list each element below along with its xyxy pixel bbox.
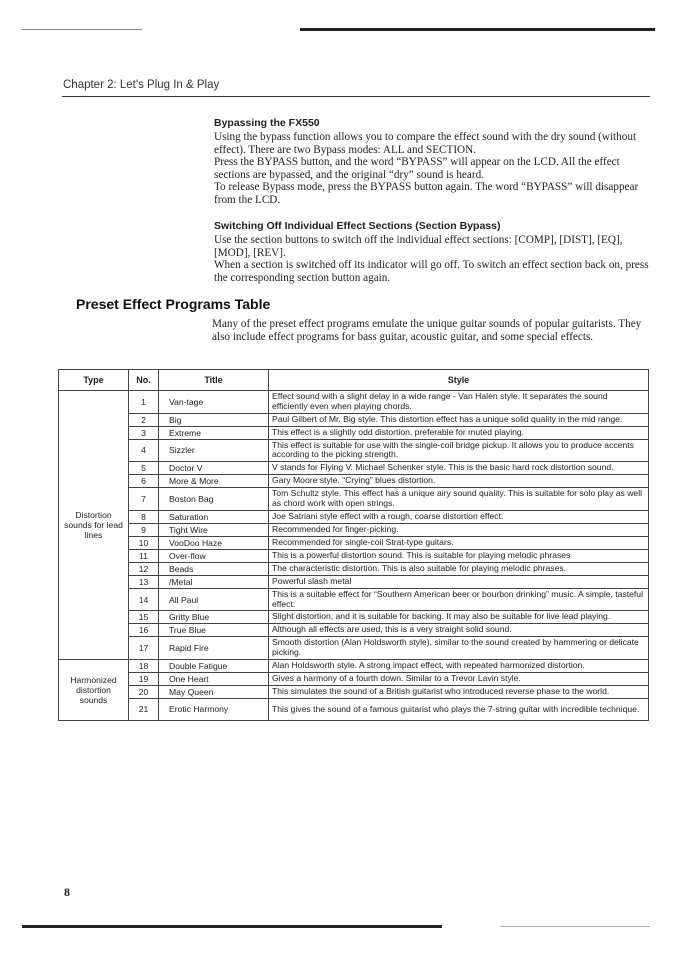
style-cell: Paul Gilbert of Mr. Big style. This distortion effect has a unique solid quality in the mid range. bbox=[269, 413, 649, 426]
table-row bbox=[59, 562, 649, 575]
title-cell: Van-tage bbox=[159, 391, 269, 414]
no-cell: 11 bbox=[129, 549, 159, 562]
header-style: Style bbox=[269, 370, 649, 391]
table-header-row bbox=[59, 370, 649, 391]
no-cell: 21 bbox=[129, 698, 159, 720]
title-cell: One Heart bbox=[159, 672, 269, 685]
section-title-switching-off: Switching Off Individual Effect Sections (Section Bypass) bbox=[214, 220, 501, 232]
no-cell: 8 bbox=[129, 510, 159, 523]
style-cell: Effect sound with a slight delay in a wide range - Van Halen style. It separates the sound efficiently even when playing chords. bbox=[269, 391, 649, 414]
type-cell: Distortion sounds for lead lines bbox=[59, 391, 129, 660]
table-row bbox=[59, 685, 649, 698]
table-body bbox=[59, 391, 649, 721]
title-cell: Tight Wire bbox=[159, 523, 269, 536]
style-cell: This is a suitable effect for “Southern American beer or bourbon drinking” music. A simple, tasteful effect. bbox=[269, 588, 649, 611]
no-cell: 2 bbox=[129, 413, 159, 426]
no-cell: 6 bbox=[129, 475, 159, 488]
table-row bbox=[59, 439, 649, 462]
type-cell: Harmonized distortion sounds bbox=[59, 659, 129, 720]
no-cell: 1 bbox=[129, 391, 159, 414]
header-type: Type bbox=[59, 370, 129, 391]
title-cell: Extreme bbox=[159, 426, 269, 439]
table-row bbox=[59, 488, 649, 511]
page-number: 8 bbox=[64, 885, 70, 899]
no-cell: 5 bbox=[129, 462, 159, 475]
no-cell: 20 bbox=[129, 685, 159, 698]
table-row bbox=[59, 672, 649, 685]
title-cell: Rapid Fire bbox=[159, 637, 269, 660]
chapter-header: Chapter 2: Let's Plug In & Play bbox=[63, 79, 220, 91]
no-cell: 18 bbox=[129, 659, 159, 672]
header-no: No. bbox=[129, 370, 159, 391]
section-switching-off-body bbox=[214, 234, 650, 284]
table-row bbox=[59, 462, 649, 475]
style-cell: Although all effects are used, this is a very straight solid sound. bbox=[269, 624, 649, 637]
table-row bbox=[59, 523, 649, 536]
paragraph: When a section is switched off its indicator will go off. To switch an effect section back on, press the corresponding section button again. bbox=[214, 259, 649, 284]
chapter-rule bbox=[62, 96, 650, 97]
style-cell: Alan Holdsworth style. A strong impact effect, with repeated harmonized distortion. bbox=[269, 659, 649, 672]
bottom-rule-right bbox=[500, 926, 650, 927]
header-title: Title bbox=[159, 370, 269, 391]
table-row bbox=[59, 413, 649, 426]
preset-programs-table bbox=[58, 369, 649, 721]
style-cell: This is a powerful distortion sound. This is suitable for playing melodic phrases bbox=[269, 549, 649, 562]
style-cell: Smooth distortion (Alan Holdsworth style), similar to the sound created by hammering or delicate picking. bbox=[269, 637, 649, 660]
title-cell: Big bbox=[159, 413, 269, 426]
paragraph: Press the BYPASS button, and the word “BYPASS” will appear on the LCD. All the effect sections are bypassed, and the original “dry” sound is heard. bbox=[214, 156, 620, 181]
table-row bbox=[59, 624, 649, 637]
no-cell: 3 bbox=[129, 426, 159, 439]
table-row bbox=[59, 637, 649, 660]
style-cell: This gives the sound of a famous guitarist who plays the 7-string guitar with incredible technique. bbox=[269, 698, 649, 720]
bottom-rule bbox=[22, 925, 442, 928]
style-cell: Slight distortion, and it is suitable for backing. It may also be suitable for live lead playing. bbox=[269, 611, 649, 624]
style-cell: Powerful slash metal bbox=[269, 575, 649, 588]
title-cell: Erotic Harmony bbox=[159, 698, 269, 720]
no-cell: 15 bbox=[129, 611, 159, 624]
table-row bbox=[59, 510, 649, 523]
title-cell: Gritty Blue bbox=[159, 611, 269, 624]
style-cell: Recommended for single-coil Strat-type guitars. bbox=[269, 536, 649, 549]
style-cell: This effect is suitable for use with the single-coil bridge pickup. It allows you to produce accents according to the picking strength. bbox=[269, 439, 649, 462]
section-title-bypassing: Bypassing the FX550 bbox=[214, 117, 320, 129]
no-cell: 9 bbox=[129, 523, 159, 536]
title-cell: May Queen bbox=[159, 685, 269, 698]
style-cell: Recommended for finger-picking. bbox=[269, 523, 649, 536]
table-row bbox=[59, 426, 649, 439]
no-cell: 13 bbox=[129, 575, 159, 588]
title-cell: Saturation bbox=[159, 510, 269, 523]
paragraph: Using the bypass function allows you to compare the effect sound with the dry sound (without effect). There are two Bypass modes: ALL and SECTION. bbox=[214, 131, 637, 156]
table-row bbox=[59, 575, 649, 588]
title-cell: Beads bbox=[159, 562, 269, 575]
style-cell: Gary Moore style. “Crying” blues distortion. bbox=[269, 475, 649, 488]
paragraph: Use the section buttons to switch off the individual effect sections: [COMP], [DIST], [EQ], [MOD], [REV]. bbox=[214, 234, 623, 259]
title-cell: VooDoo Haze bbox=[159, 536, 269, 549]
no-cell: 4 bbox=[129, 439, 159, 462]
title-cell: Boston Bag bbox=[159, 488, 269, 511]
table-row bbox=[59, 391, 649, 414]
title-cell: More & More bbox=[159, 475, 269, 488]
style-cell: Tom Schultz style. This effect has a unique airy sound quality. This is suitable for solo play as well as chord work with open strings. bbox=[269, 488, 649, 511]
top-rule bbox=[300, 28, 655, 31]
top-rule-left bbox=[22, 29, 142, 30]
table-row bbox=[59, 549, 649, 562]
no-cell: 10 bbox=[129, 536, 159, 549]
table-row bbox=[59, 698, 649, 720]
preset-table-heading: Preset Effect Programs Table bbox=[76, 296, 271, 312]
style-cell: V stands for Flying V. Michael Schenker style. This is the basic hard rock distortion sound. bbox=[269, 462, 649, 475]
title-cell: True Blue bbox=[159, 624, 269, 637]
table-row bbox=[59, 659, 649, 672]
table-row bbox=[59, 588, 649, 611]
style-cell: This effect is a slightly odd distortion, preferable for muted playing. bbox=[269, 426, 649, 439]
section-bypassing-body bbox=[214, 131, 650, 207]
title-cell: Double Fatigue bbox=[159, 659, 269, 672]
style-cell: Gives a harmony of a fourth down. Similar to a Trevor Lavin style. bbox=[269, 672, 649, 685]
style-cell: The characteristic distortion. This is also suitable for playing melodic phrases. bbox=[269, 562, 649, 575]
preset-table-intro: Many of the preset effect programs emulate the unique guitar sounds of popular guitarists. They also include effect programs for bass guitar, acoustic guitar, and some special effects. bbox=[212, 318, 642, 343]
no-cell: 7 bbox=[129, 488, 159, 511]
no-cell: 17 bbox=[129, 637, 159, 660]
title-cell: /Metal bbox=[159, 575, 269, 588]
table-row bbox=[59, 536, 649, 549]
title-cell: All Paul bbox=[159, 588, 269, 611]
paragraph: To release Bypass mode, press the BYPASS button again. The word “BYPASS” will disappear from the LCD. bbox=[214, 181, 639, 206]
table-row bbox=[59, 611, 649, 624]
no-cell: 19 bbox=[129, 672, 159, 685]
no-cell: 16 bbox=[129, 624, 159, 637]
title-cell: Doctor V bbox=[159, 462, 269, 475]
no-cell: 12 bbox=[129, 562, 159, 575]
table-row bbox=[59, 475, 649, 488]
style-cell: Joe Satriani style effect with a rough, coarse distortion effect. bbox=[269, 510, 649, 523]
title-cell: Sizzler bbox=[159, 439, 269, 462]
no-cell: 14 bbox=[129, 588, 159, 611]
style-cell: This simulates the sound of a British guitarist who introduced reverse phase to the world. bbox=[269, 685, 649, 698]
title-cell: Over-flow bbox=[159, 549, 269, 562]
